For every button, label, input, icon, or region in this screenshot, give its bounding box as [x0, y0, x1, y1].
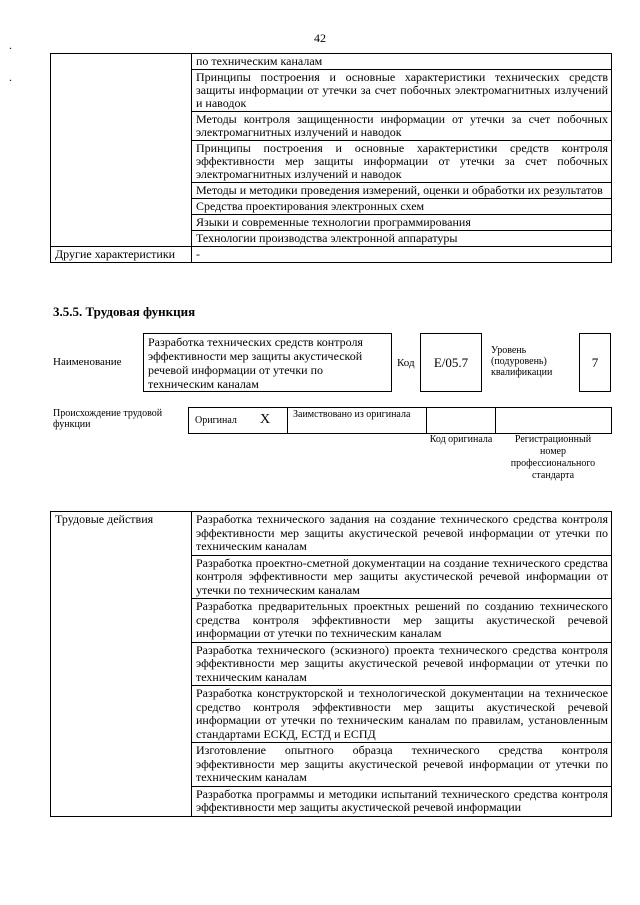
table-row: Разработка предварительных проектных решений по созданию технического средства контроля эффективности мер защиты акустической речевой информации от утечки по техническим каналам: [192, 599, 612, 643]
original-mark: X: [260, 412, 271, 427]
table-row: Технологии производства электронной аппаратуры: [192, 231, 612, 247]
knowledge-label-cell: [51, 54, 192, 247]
origin-label: Происхождение трудовой функции: [53, 408, 163, 430]
name-label: Наименование: [53, 356, 122, 368]
table-row: Языки и современные технологии программирования: [192, 215, 612, 231]
other-value: -: [192, 247, 612, 263]
table-row: Разработка технического задания на создание технического средства контроля эффективности мер защиты акустической речевой информации от утечки по техническим каналам: [192, 512, 612, 556]
code-original-box: [426, 407, 496, 434]
table-row: Разработка технического (эскизного) проекта технического средства контроля эффективности мер защиты акустической речевой информации от утечки по техническим каналам: [192, 642, 612, 686]
table-row: Разработка конструкторской и технологической документации на техническое средство контроля эффективности мер защиты акустической речевой информации от утечки по техническим каналам по правилам, установленным стандартами ЕСКД, ЕСТД и ЕСПД: [192, 686, 612, 743]
table-row: Средства проектирования электронных схем: [192, 199, 612, 215]
table-row: Разработка программы и методики испытаний технического средства контроля эффективности мер защиты акустической речевой информации: [192, 786, 612, 816]
labor-actions-table: [50, 511, 612, 817]
table-row: по техническим каналам: [192, 54, 612, 70]
original-label: Оригинал: [195, 415, 237, 426]
labor-actions-label: Трудовые действия: [51, 512, 192, 817]
table-row: Принципы построения и основные характеристики технических средств защиты информации от утечки за счет побочных электромагнитных излучений и наводок: [192, 70, 612, 112]
code-original-caption: Код оригинала: [429, 434, 493, 445]
table-row: Разработка проектно-сметной документации на создание технического средства контроля эффективности мер защиты акустической речевой информации от утечки по техническим каналам: [192, 555, 612, 599]
section-title: 3.5.5. Трудовая функция: [53, 304, 196, 319]
code-value-box: E/05.7: [420, 333, 482, 392]
reg-number-caption: Регистрационный номер профессионального стандарта: [510, 434, 596, 481]
page-number: 42: [314, 31, 326, 45]
reg-number-box: [495, 407, 612, 434]
table-row: Методы контроля защищенности информации от утечки за счет побочных электромагнитных излучений и наводок: [192, 112, 612, 141]
margin-mark: .: [9, 38, 12, 52]
level-label: Уровень (подуровень) квалификации: [491, 345, 553, 378]
table-row: Методы и методики проведения измерений, оценки и обработки их результатов: [192, 183, 612, 199]
function-name-box: Разработка технических средств контроля эффективности мер защиты акустической речевой информации от утечки по техническим каналам: [143, 333, 392, 392]
original-box: [188, 407, 288, 434]
code-label: Код: [397, 357, 415, 369]
table-row: Принципы построения и основные характеристики средств контроля эффективности мер защиты информации от утечки за счет побочных электромагнитных излучений и наводок: [192, 141, 612, 183]
knowledge-table: [50, 53, 612, 263]
borrowed-box: Заимствовано из оригинала: [287, 407, 427, 434]
other-label: Другие характеристики: [51, 247, 192, 263]
table-row: Изготовление опытного образца технического средства контроля эффективности мер защиты акустической речевой информации от утечки по техническим каналам: [192, 743, 612, 787]
margin-mark: .: [9, 70, 12, 84]
level-value-box: 7: [579, 333, 611, 392]
